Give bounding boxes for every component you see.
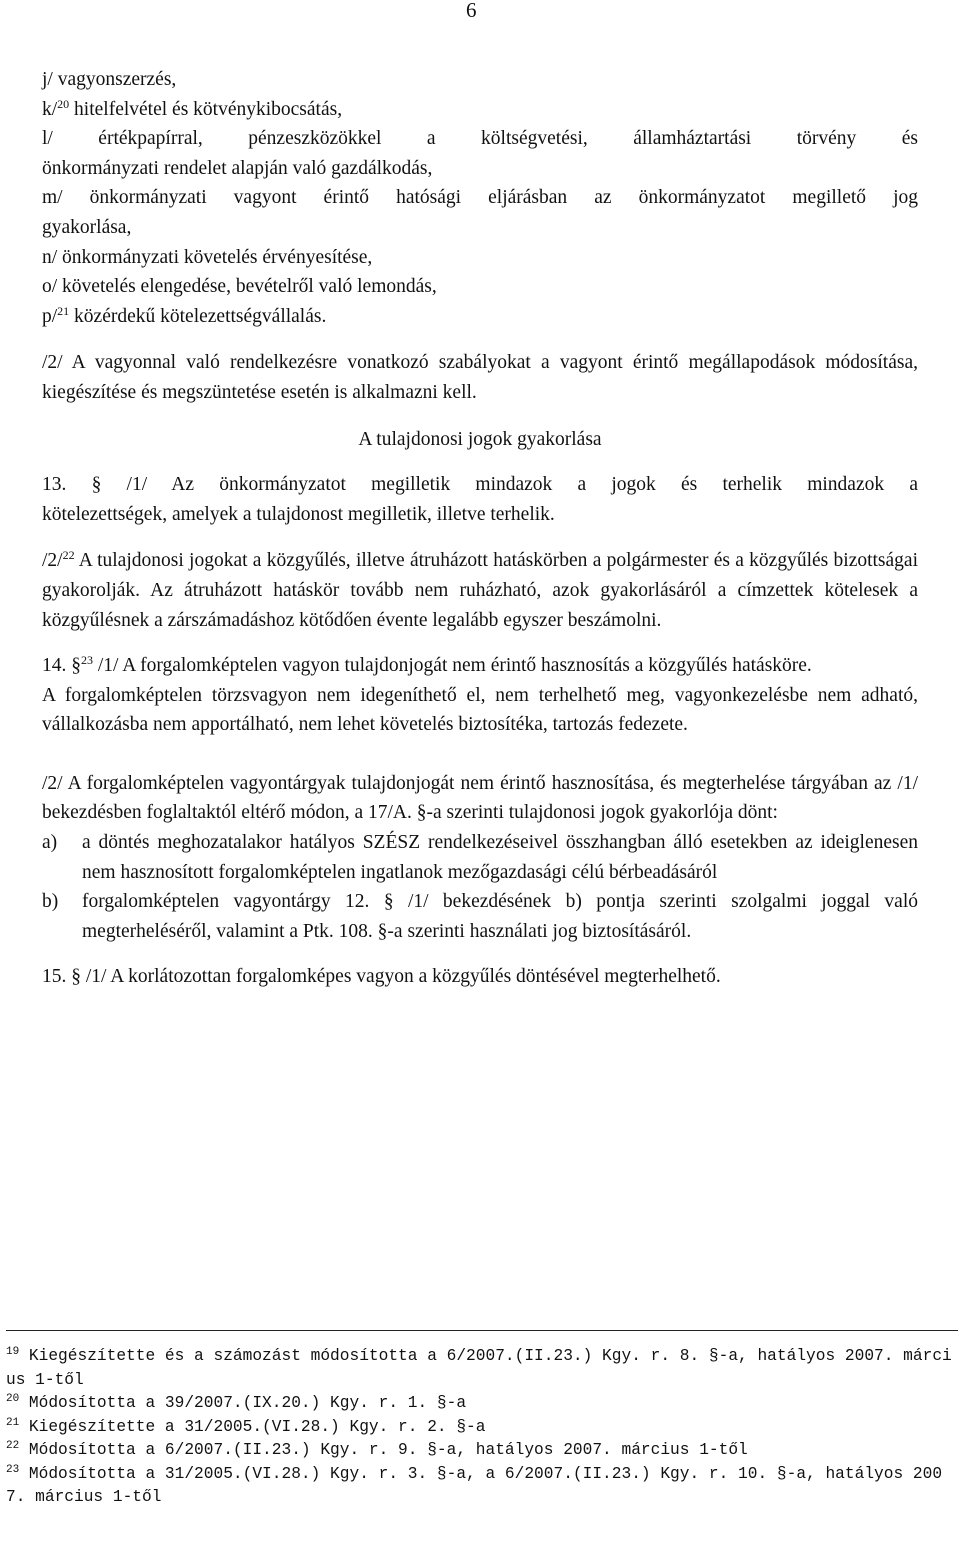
footnote-ref-20[interactable]: 20 xyxy=(57,96,70,111)
list-item-a xyxy=(42,828,918,887)
footnote-text: Módosította a 6/2007.(II.23.) Kgy. r. 9. §-a, hatályos 2007. március 1-től xyxy=(19,1441,748,1459)
section-14-para1b: A forgalomképtelen törzsvagyon nem idegeníthető el, nem terhelhető meg, vagyonkezelésbe nem adható, vállalkozásba nem apportálható, nem lehet követelés biztosítéka, tartozás fedezete. xyxy=(42,684,918,736)
footnote-20 xyxy=(6,1392,956,1416)
item-n: n/ önkormányzati követelés érvényesítése, xyxy=(42,246,373,268)
item-m-line2: gyakorlása, xyxy=(42,216,132,238)
footnote-ref-21[interactable]: 21 xyxy=(57,303,70,318)
footnote-number: 21 xyxy=(6,1416,20,1429)
section-13-para1-line1: 13. § /1/ Az önkormányzatot megilletik mindazok a jogok és terhelik mindazok a xyxy=(42,474,918,496)
footnote-number: 20 xyxy=(6,1393,20,1405)
list-item-text: forgalomképtelen vagyontárgy 12. § /1/ bekezdésének b) pontja szerinti szolgalmi joggal való megterheléséről, valamint a Ptk. 108. §-a szerinti használati jog biztosításáról. xyxy=(82,891,918,942)
footnote-number: 19 xyxy=(6,1346,20,1358)
item-m-line1: m/ önkormányzati vagyont érintő hatósági eljárásban az önkormányzatot megillető jog xyxy=(42,187,918,209)
footnote-text: Kiegészítette a 31/2005.(VI.28.) Kgy. r. 2. §-a xyxy=(19,1417,486,1436)
footnote-text: Kiegészítette és a számozást módosította a 6/2007.(II.23.) Kgy. r. 8. §-a, hatályos 2007. március 1-től xyxy=(6,1347,952,1389)
footnote-text: Módosította a 39/2007.(IX.20.) Kgy. r. 1. §-a xyxy=(19,1394,467,1412)
item-k-prefix: k/ xyxy=(42,98,58,120)
item-p-text: közérdekű kötelezettségvállalás. xyxy=(69,305,327,327)
footnote-ref-23[interactable]: 23 xyxy=(81,653,93,668)
section-14-para1 xyxy=(42,651,918,681)
list-item-b xyxy=(42,887,918,946)
section-15: 15. § /1/ A korlátozottan forgalomképes vagyon a közgyűlés döntésével megterhelhető. xyxy=(42,966,721,988)
footnote-number: 22 xyxy=(6,1440,20,1452)
section-13-para1-line2: kötelezettségek, amelyek a tulajdonost megilletik, illetve terhelik. xyxy=(42,503,555,525)
list-marker: a) xyxy=(42,832,58,854)
section-14-para2: /2/ A forgalomképtelen vagyontárgyak tulajdonjogát nem érintő hasznosítása, és megterhelése tárgyában az /1/ bekezdésben foglaltaktól eltérő módon, a 17/A. §-a szerinti tulajdonosi jogok gyakorlója dönt: xyxy=(42,772,918,824)
list-marker: b) xyxy=(42,891,59,913)
item-l-line1: l/ értékpapírral, pénzeszközökkel a költségvetési, államháztartási törvény és xyxy=(42,128,918,150)
section-13-para2 xyxy=(42,546,918,635)
paragraph-2: /2/ A vagyonnal való rendelkezésre vonatkozó szabályokat a vagyont érintő megállapodások módosítása, kiegészítése és megszüntetése esetén is alkalmazni kell. xyxy=(42,352,918,403)
item-p xyxy=(42,302,918,332)
section-13-para2-prefix: /2/ xyxy=(42,550,63,572)
section-14-para1-text: /1/ A forgalomképtelen vagyon tulajdonjogát nem érintő hasznosítás a közgyűlés hatásköre. xyxy=(93,655,812,677)
item-k xyxy=(42,95,918,125)
footnote-19 xyxy=(6,1345,956,1392)
page-number: 6 xyxy=(466,0,477,22)
footnote-21 xyxy=(6,1416,956,1440)
footnote-number: 23 xyxy=(6,1463,20,1476)
list-item-text: a döntés meghozatalakor hatályos SZÉSZ rendelkezéseivel összhangban álló esetekben az ideiglenesen nem hasznosított forgalomképtelen ingatlanok mezőgazdasági célú bérbeadásáról xyxy=(82,832,918,883)
section-heading: A tulajdonosi jogok gyakorlása xyxy=(358,428,602,450)
item-p-prefix: p/ xyxy=(42,305,58,327)
item-k-text: hitelfelvétel és kötvénykibocsátás, xyxy=(69,98,343,120)
item-j: j/ vagyonszerzés, xyxy=(42,69,177,90)
section-13-para2-text: A tulajdonosi jogokat a közgyűlés, illetve átruházott hatáskörben a polgármester és a közgyűlés bizottságai gyakorolják. Az átruházott hatáskör tovább nem ruházható, azok gyakorlásáról a címzettek kötelesek a közgyűlésnek a zárszámadáshoz kötődően évente legalább egyszer beszámolni. xyxy=(42,550,918,631)
item-o: o/ követelés elengedése, bevételről való lemondás, xyxy=(42,276,437,298)
footnote-text: Módosította a 31/2005.(VI.28.) Kgy. r. 3. §-a, a 6/2007.(II.23.) Kgy. r. 10. §-a, hatályos 2007. március 1-től xyxy=(6,1464,943,1506)
footnote-divider xyxy=(6,1330,958,1331)
document-body xyxy=(42,65,918,992)
footnote-23 xyxy=(6,1463,956,1510)
section-14-prefix: 14. § xyxy=(42,655,81,677)
footnote-22 xyxy=(6,1439,956,1463)
footnote-ref-22[interactable]: 22 xyxy=(62,548,75,563)
item-l-line2: önkormányzati rendelet alapján való gazdálkodás, xyxy=(42,157,433,179)
footnotes xyxy=(6,1330,956,1510)
